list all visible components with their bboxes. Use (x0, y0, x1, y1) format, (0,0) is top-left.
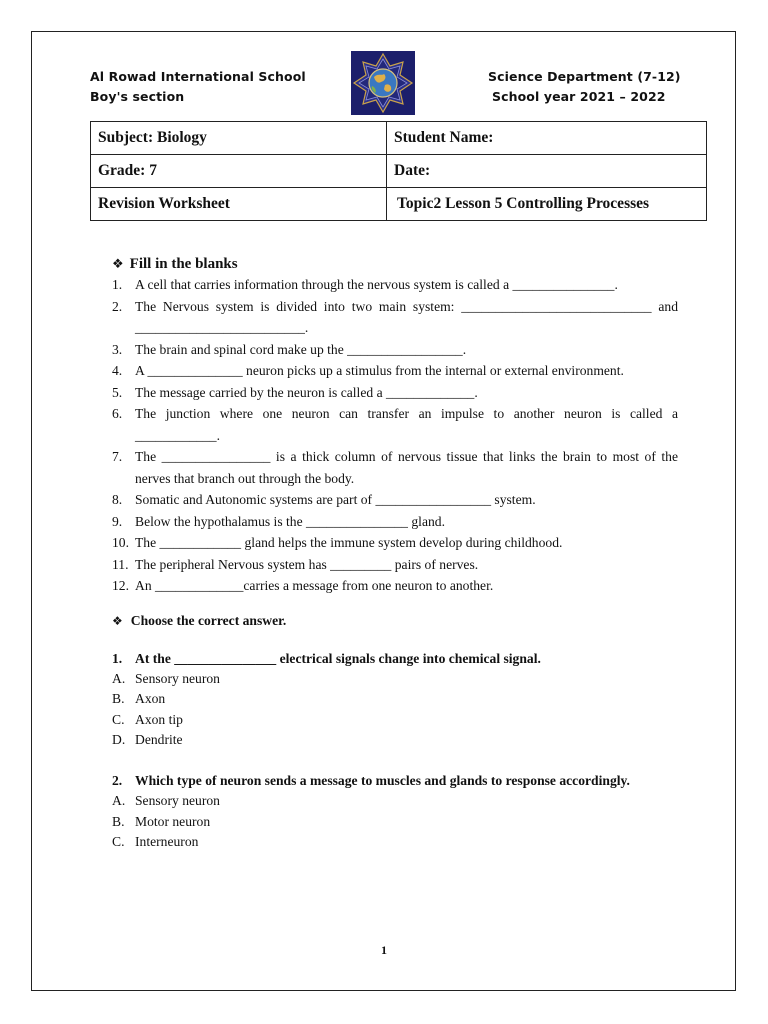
answer-option (112, 669, 678, 689)
item-text: A cell that carries information through the nervous system is called a _______________. (135, 277, 618, 292)
item-text: Below the hypothalamus is the _______________ gland. (135, 513, 445, 529)
school-name: Al Rowad International School (90, 69, 306, 84)
item-text: A ______________ neuron picks up a stimulus from the internal or external environment. (135, 363, 624, 378)
fill-blank-item (112, 382, 678, 404)
school-year: School year 2021 – 2022 (492, 89, 666, 104)
option-label: C. (112, 711, 125, 727)
fill-blank-item (112, 296, 678, 339)
item-text: The message carried by the neuron is called a _____________. (135, 384, 478, 400)
grade-cell: Grade: 7 (91, 155, 387, 188)
item-number: 11. (112, 556, 129, 572)
item-number: 10. (112, 535, 129, 550)
student-name-cell: Student Name: (387, 122, 707, 155)
answer-option (112, 791, 678, 811)
option-text: Sensory neuron (135, 671, 220, 686)
item-text: An _____________carries a message from one neuron to another. (135, 578, 494, 593)
option-label: A. (112, 793, 126, 809)
question-number: 2. (112, 772, 123, 788)
option-text: Axon tip (135, 711, 183, 727)
answer-option (112, 832, 678, 852)
fill-blank-item (112, 511, 678, 533)
fill-blank-item (112, 532, 678, 554)
fill-blank-item (112, 575, 678, 597)
answer-option (112, 689, 678, 709)
page-number: 1 (381, 943, 387, 957)
school-crest-icon (351, 51, 415, 115)
fill-blank-item (112, 274, 678, 296)
answer-option (112, 812, 678, 832)
question-text: At the _______________ electrical signals change into chemical signal. (135, 650, 541, 666)
option-label: B. (112, 813, 125, 829)
option-text: Sensory neuron (135, 793, 220, 809)
option-text: Interneuron (135, 833, 199, 849)
question-number: 1. (112, 650, 123, 666)
topic-cell: Topic2 Lesson 5 Controlling Processes (387, 188, 707, 221)
fill-blank-item (112, 403, 678, 446)
option-label: C. (112, 833, 125, 849)
item-text: The brain and spinal cord make up the _________________. (135, 341, 467, 357)
answer-option (112, 710, 678, 730)
choose-answer-heading (112, 613, 678, 629)
diamond-bullet-icon: ❖ (112, 613, 123, 628)
option-text: Motor neuron (135, 813, 211, 829)
choose-answer-title: Choose the correct answer. (130, 612, 287, 628)
option-label: D. (112, 732, 126, 748)
fill-blanks-title: Fill in the blanks (129, 256, 238, 272)
fill-blank-item (112, 489, 678, 511)
date-cell: Date: (387, 155, 707, 188)
fill-blanks-list (112, 274, 678, 597)
item-number: 7. (112, 449, 123, 464)
info-table (90, 121, 707, 221)
answer-option (112, 730, 678, 750)
subject-cell: Subject: Biology (91, 122, 387, 155)
item-number: 2. (112, 298, 123, 314)
worksheet-cell: Revision Worksheet (91, 188, 387, 221)
question (112, 648, 678, 670)
item-text: The junction where one neuron can transfer an impulse to another neuron is called a ____________. (135, 406, 678, 443)
school-section: Boy's section (90, 89, 185, 104)
department-name: Science Department (7-12) (488, 69, 681, 84)
fill-blank-item (112, 446, 678, 489)
item-text: Somatic and Autonomic systems are part of _________________ system. (135, 492, 536, 507)
question (112, 770, 678, 792)
question-text: Which type of neuron sends a message to muscles and glands to response accordingly. (135, 772, 630, 788)
item-text: The peripheral Nervous system has _________ pairs of nerves. (135, 556, 479, 572)
option-text: Dendrite (135, 732, 183, 748)
diamond-bullet-icon: ❖ (112, 257, 124, 272)
item-text: The Nervous system is divided into two main system: ____________________________ and _________________________. (135, 298, 678, 335)
item-number: 3. (112, 341, 123, 357)
item-number: 5. (112, 384, 123, 400)
department-header (488, 67, 681, 107)
item-number: 6. (112, 406, 123, 421)
option-label: B. (112, 691, 125, 707)
fill-blank-item (112, 360, 678, 382)
item-text: The ________________ is a thick column of nervous tissue that links the brain to most of the nerves that branch out through the body. (135, 449, 678, 486)
fill-blank-item (112, 339, 678, 361)
item-number: 1. (112, 277, 123, 292)
item-text: The ____________ gland helps the immune system develop during childhood. (135, 535, 563, 550)
item-number: 4. (112, 363, 123, 378)
multiple-choice-list (112, 648, 678, 853)
option-label: A. (112, 671, 126, 686)
option-text: Axon (135, 691, 166, 707)
item-number: 9. (112, 513, 123, 529)
item-number: 8. (112, 492, 123, 507)
school-header (90, 67, 306, 107)
fill-blank-item (112, 554, 678, 576)
item-number: 12. (112, 578, 129, 593)
worksheet-content (112, 256, 678, 852)
fill-blanks-heading (112, 256, 678, 273)
